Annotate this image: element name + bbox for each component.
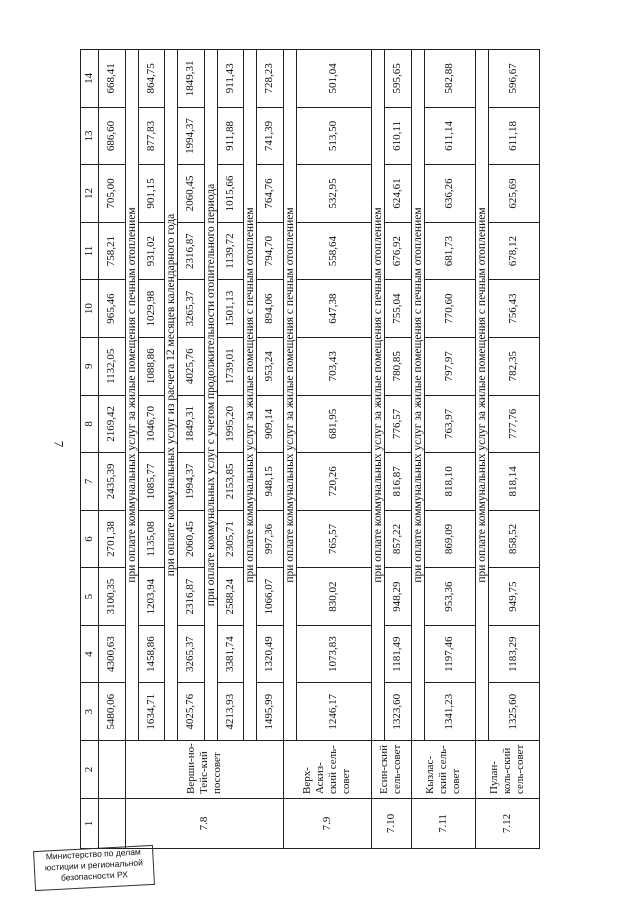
value-cell: 720,26 xyxy=(296,453,372,511)
value-cell: 2060,45 xyxy=(178,165,205,223)
entry-name: Есин-ский сель-совет xyxy=(372,741,412,799)
value-cell: 953,36 xyxy=(424,568,475,626)
value-cell: 3100,35 xyxy=(99,568,126,626)
stamp-line-2: юстиции и региональной xyxy=(44,857,144,873)
value-cell: 5480,06 xyxy=(99,683,126,741)
value-cell: 755,04 xyxy=(385,280,412,338)
entry-number: 7.8 xyxy=(125,799,283,849)
value-cell: 705,00 xyxy=(99,165,126,223)
value-cell: 2169,42 xyxy=(99,395,126,453)
value-cell: 911,43 xyxy=(217,50,244,108)
table-header-row xyxy=(81,50,99,849)
value-cell: 681,73 xyxy=(424,222,475,280)
table-row xyxy=(385,50,412,849)
header-cell: 13 xyxy=(81,107,99,165)
table-row xyxy=(257,50,284,849)
value-cell: 681,95 xyxy=(296,395,372,453)
value-cell: 636,26 xyxy=(424,165,475,223)
value-cell: 858,52 xyxy=(488,510,539,568)
header-cell: 2 xyxy=(81,741,99,799)
value-cell: 869,09 xyxy=(424,510,475,568)
value-cell: 1181,49 xyxy=(385,625,412,683)
value-cell: 911,88 xyxy=(217,107,244,165)
table-row xyxy=(424,50,475,849)
value-cell: 894,06 xyxy=(257,280,284,338)
value-cell: 595,65 xyxy=(385,50,412,108)
value-cell: 3381,74 xyxy=(217,625,244,683)
value-cell: 777,76 xyxy=(488,395,539,453)
value-cell: 2588,24 xyxy=(217,568,244,626)
entry-number: 7.12 xyxy=(475,799,539,849)
entry-number: 7.9 xyxy=(283,799,372,849)
value-cell: 758,21 xyxy=(99,222,126,280)
value-cell: 1849,31 xyxy=(178,395,205,453)
section-heading-row xyxy=(125,50,138,849)
value-cell: 2316,87 xyxy=(178,568,205,626)
header-cell: 12 xyxy=(81,165,99,223)
value-cell: 686,60 xyxy=(99,107,126,165)
section-heading-row xyxy=(165,50,178,849)
value-cell: 1088,86 xyxy=(138,337,165,395)
header-cell: 7 xyxy=(81,453,99,511)
value-cell: 624,61 xyxy=(385,165,412,223)
header-cell: 14 xyxy=(81,50,99,108)
value-cell: 1066,07 xyxy=(257,568,284,626)
value-cell: 997,36 xyxy=(257,510,284,568)
value-cell: 4025,76 xyxy=(178,337,205,395)
value-cell: 1849,31 xyxy=(178,50,205,108)
value-cell: 611,18 xyxy=(488,107,539,165)
section-heading: при оплате коммунальных услуг за жилые помещения с печным отоплением xyxy=(475,50,488,741)
value-cell: 741,39 xyxy=(257,107,284,165)
value-cell: 1203,94 xyxy=(138,568,165,626)
ministry-stamp xyxy=(33,845,155,891)
value-cell: 678,12 xyxy=(488,222,539,280)
value-cell: 1135,08 xyxy=(138,510,165,568)
value-cell: 1132,05 xyxy=(99,337,126,395)
table-row xyxy=(296,50,372,849)
section-heading: при оплате коммунальных услуг за жилые помещения с печным отоплением xyxy=(125,50,138,741)
value-cell: 2701,38 xyxy=(99,510,126,568)
value-cell: 765,57 xyxy=(296,510,372,568)
value-cell: 901,15 xyxy=(138,165,165,223)
page-number: 7 xyxy=(51,440,67,448)
value-cell: 728,23 xyxy=(257,50,284,108)
value-cell: 1015,66 xyxy=(217,165,244,223)
value-cell: 1739,01 xyxy=(217,337,244,395)
cell-empty xyxy=(99,741,126,799)
section-heading: при оплате коммунальных услуг из расчета 12 месяцев календарного года xyxy=(165,50,178,741)
value-cell: 532,95 xyxy=(296,165,372,223)
stamp-line-3: безопасности РХ xyxy=(60,869,129,883)
header-cell: 6 xyxy=(81,510,99,568)
entry-number: 7.11 xyxy=(411,799,475,849)
value-cell: 794,70 xyxy=(257,222,284,280)
value-cell: 668,41 xyxy=(99,50,126,108)
value-cell: 1197,46 xyxy=(424,625,475,683)
value-cell: 797,97 xyxy=(424,337,475,395)
value-cell: 782,35 xyxy=(488,337,539,395)
section-heading-row xyxy=(475,50,488,849)
value-cell: 2153,85 xyxy=(217,453,244,511)
stamp-line-1: Министерство по делам xyxy=(45,846,141,862)
value-cell: 4025,76 xyxy=(178,683,205,741)
value-cell: 596,67 xyxy=(488,50,539,108)
value-cell: 763,97 xyxy=(424,395,475,453)
header-cell: 3 xyxy=(81,683,99,741)
value-cell: 610,11 xyxy=(385,107,412,165)
value-cell: 756,43 xyxy=(488,280,539,338)
entry-name: Кызлас-ский сель-совет xyxy=(411,741,475,799)
rotated-table-container xyxy=(80,49,540,849)
value-cell: 1994,37 xyxy=(178,453,205,511)
section-heading: при оплате коммунальных услуг за жилые помещения с печным отоплением xyxy=(283,50,296,741)
value-cell: 1085,77 xyxy=(138,453,165,511)
value-cell: 1458,86 xyxy=(138,625,165,683)
value-cell: 1325,60 xyxy=(488,683,539,741)
value-cell: 776,57 xyxy=(385,395,412,453)
value-cell: 949,75 xyxy=(488,568,539,626)
value-cell: 818,14 xyxy=(488,453,539,511)
section-heading-row xyxy=(204,50,217,849)
table-row xyxy=(217,50,244,849)
value-cell: 676,92 xyxy=(385,222,412,280)
header-cell: 4 xyxy=(81,625,99,683)
value-cell: 877,83 xyxy=(138,107,165,165)
value-cell: 582,88 xyxy=(424,50,475,108)
value-cell: 1994,37 xyxy=(178,107,205,165)
value-cell: 780,85 xyxy=(385,337,412,395)
value-cell: 647,38 xyxy=(296,280,372,338)
value-cell: 1341,23 xyxy=(424,683,475,741)
section-heading: при оплате коммунальных услуг за жилые помещения с печным отоплением xyxy=(372,50,385,741)
value-cell: 1246,17 xyxy=(296,683,372,741)
value-cell: 948,15 xyxy=(257,453,284,511)
entry-number: 7.10 xyxy=(372,799,412,849)
value-cell: 830,02 xyxy=(296,568,372,626)
value-cell: 501,04 xyxy=(296,50,372,108)
value-cell: 764,76 xyxy=(257,165,284,223)
value-cell: 931,02 xyxy=(138,222,165,280)
header-cell: 11 xyxy=(81,222,99,280)
value-cell: 703,43 xyxy=(296,337,372,395)
value-cell: 1046,70 xyxy=(138,395,165,453)
value-cell: 1634,71 xyxy=(138,683,165,741)
header-cell: 1 xyxy=(81,799,99,849)
header-cell: 9 xyxy=(81,337,99,395)
value-cell: 2305,71 xyxy=(217,510,244,568)
value-cell: 816,87 xyxy=(385,453,412,511)
table-row xyxy=(488,50,539,849)
header-cell: 8 xyxy=(81,395,99,453)
value-cell: 1073,83 xyxy=(296,625,372,683)
section-heading: при оплате коммунальных услуг за жилые помещения с печным отоплением xyxy=(411,50,424,741)
section-heading-row xyxy=(372,50,385,849)
entry-name: Верши-но-Тейс-кий поссовет xyxy=(125,741,283,799)
cell-empty xyxy=(99,799,126,849)
value-cell: 953,24 xyxy=(257,337,284,395)
value-cell: 909,14 xyxy=(257,395,284,453)
value-cell: 1320,49 xyxy=(257,625,284,683)
value-cell: 1139,72 xyxy=(217,222,244,280)
section-heading: при оплате коммунальных услуг с учетом продолжительности отопительного периода xyxy=(204,50,217,741)
table-row xyxy=(99,50,126,849)
section-heading-row xyxy=(283,50,296,849)
value-cell: 2316,87 xyxy=(178,222,205,280)
value-cell: 611,14 xyxy=(424,107,475,165)
header-cell: 10 xyxy=(81,280,99,338)
value-cell: 818,10 xyxy=(424,453,475,511)
value-cell: 1995,20 xyxy=(217,395,244,453)
value-cell: 4300,63 xyxy=(99,625,126,683)
value-cell: 2060,45 xyxy=(178,510,205,568)
value-cell: 1501,13 xyxy=(217,280,244,338)
value-cell: 2435,39 xyxy=(99,453,126,511)
section-heading: при оплате коммунальных услуг за жилые помещения с печным отоплением xyxy=(244,50,257,741)
header-cell: 5 xyxy=(81,568,99,626)
value-cell: 1495,99 xyxy=(257,683,284,741)
tariff-table xyxy=(80,49,540,849)
value-cell: 1183,29 xyxy=(488,625,539,683)
table-row xyxy=(138,50,165,849)
value-cell: 770,60 xyxy=(424,280,475,338)
value-cell: 3265,37 xyxy=(178,280,205,338)
value-cell: 513,50 xyxy=(296,107,372,165)
table-row xyxy=(178,50,205,849)
value-cell: 864,75 xyxy=(138,50,165,108)
value-cell: 1029,98 xyxy=(138,280,165,338)
value-cell: 948,29 xyxy=(385,568,412,626)
entry-name: Пулан-коль-ский сель-совет xyxy=(475,741,539,799)
value-cell: 965,46 xyxy=(99,280,126,338)
value-cell: 3265,37 xyxy=(178,625,205,683)
value-cell: 857,22 xyxy=(385,510,412,568)
value-cell: 625,69 xyxy=(488,165,539,223)
value-cell: 558,64 xyxy=(296,222,372,280)
section-heading-row xyxy=(411,50,424,849)
value-cell: 1323,60 xyxy=(385,683,412,741)
entry-name: Верх-Аскиз-ский сель-совет xyxy=(283,741,372,799)
section-heading-row xyxy=(244,50,257,849)
value-cell: 4213,93 xyxy=(217,683,244,741)
